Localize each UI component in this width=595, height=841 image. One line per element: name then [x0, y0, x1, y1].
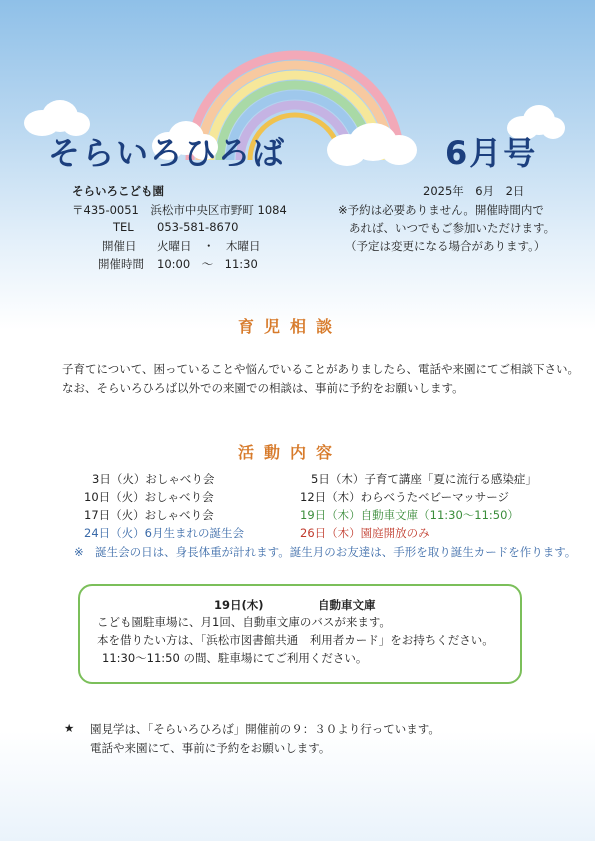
newsletter-title: そらいろひろば: [48, 134, 287, 172]
activity-left-3: 17日（火）おしゃべり会: [84, 508, 214, 522]
note-line-2: あれば、いつでもご参加いただけます。: [349, 221, 556, 235]
activity-left-1: 3日（火）おしゃべり会: [92, 472, 215, 486]
hours-label: 開催時間: [98, 257, 144, 271]
issue-date: 2025年 6月 2日: [423, 184, 525, 198]
issue-number: 6月号: [445, 134, 538, 172]
star-icon: ★: [64, 721, 75, 735]
consult-line-2: なお、そらいろひろば以外での来園での相談は、事前に予約をお願いします。: [62, 381, 464, 395]
footer-line-2: 電話や来園にて、事前に予約をお願いします。: [90, 741, 331, 755]
bookmobile-line-1: こども園駐車場に、月1回、自動車文庫のバスが来ます。: [97, 615, 391, 629]
address: 〒435-0051 浜松市中央区市野町 1084: [72, 203, 287, 217]
activity-right-1: 5日（木）子育て講座「夏に流行る感染症」: [311, 472, 537, 486]
bookmobile-title: 自動車文庫: [318, 598, 376, 612]
activities-heading: 活動内容: [238, 443, 343, 462]
days-label: 開催日: [102, 239, 137, 253]
consult-heading: 育児相談: [238, 317, 343, 336]
note-line-1: ※予約は必要ありません。開催時間内で: [338, 203, 544, 217]
activity-right-4: 26日（木）園庭開放のみ: [300, 526, 430, 540]
tel-label: TEL: [113, 220, 134, 234]
activities-note: ※ 誕生会の日は、身長体重が計れます。誕生月のお友達は、手形を取り誕生カードを作ります。: [74, 545, 577, 559]
bookmobile-line-2: 本を借りたい方は、「浜松市図書館共通 利用者カード」をお持ちください。: [97, 633, 494, 647]
tel-number: 053-581-8670: [157, 220, 239, 234]
consult-line-1: 子育てについて、困っていることや悩んでいることがありましたら、電話や来園にてご相談下さい。: [62, 362, 580, 376]
note-line-3: （予定は変更になる場合があります。）: [345, 239, 546, 253]
activity-right-3: 19日（木）自動車文庫（11:30～11:50）: [300, 508, 519, 522]
hours-value: 10:00 ～ 11:30: [157, 257, 258, 271]
activity-right-2: 12日（木）わらべうたベビーマッサージ: [300, 490, 509, 504]
org-name: そらいろこども園: [72, 184, 164, 198]
footer-line-1: 園見学は、「そらいろひろば」開催前の９：３０より行っています。: [90, 722, 440, 736]
activity-left-4: 24日（火）6月生まれの誕生会: [84, 526, 244, 540]
bookmobile-date: 19日(木): [214, 598, 264, 612]
cloud-icon: [325, 122, 420, 168]
activity-left-2: 10日（火）おしゃべり会: [84, 490, 214, 504]
bookmobile-line-3: 11:30～11:50 の間、駐車場にてご利用ください。: [102, 651, 368, 665]
days-value: 火曜日 ・ 木曜日: [157, 239, 261, 253]
